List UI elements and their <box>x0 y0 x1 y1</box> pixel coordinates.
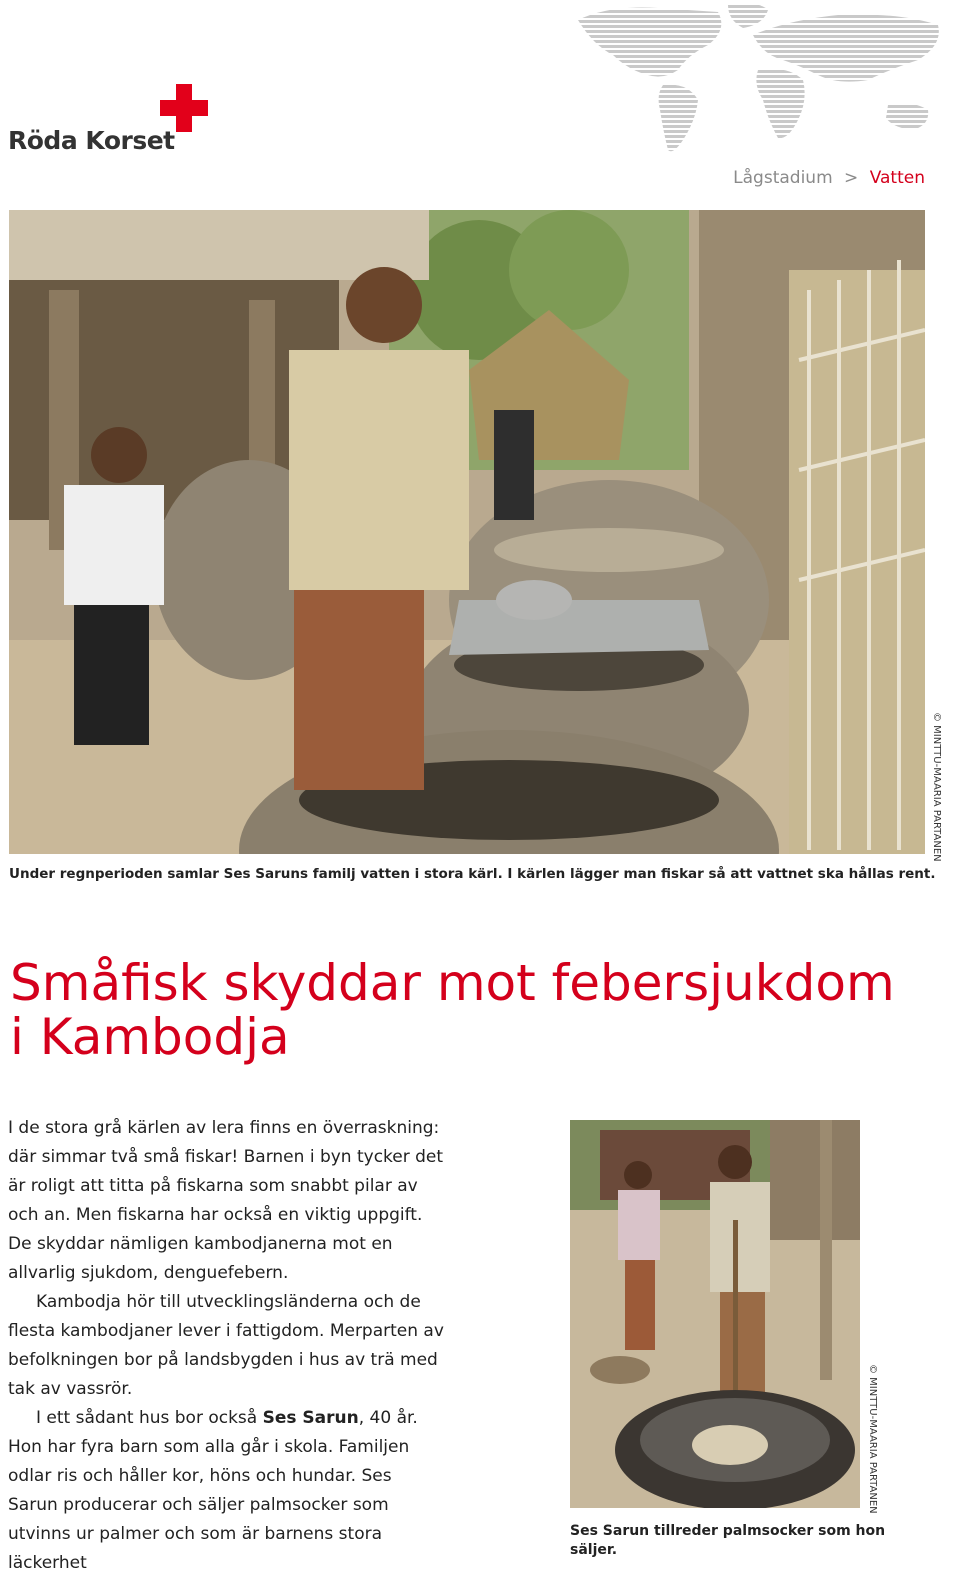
paragraph-3-rest: , 40 år. Hon har fyra barn som alla går i skola. Familjen odlar ris och håller kor, höns och hundar. Ses Sarun producerar och säljer palmsocker som utvinns ur palmer och som är barnens stora läckerhet <box>8 1408 418 1573</box>
world-map-graphic <box>568 0 948 160</box>
breadcrumb-current: Vatten <box>869 168 925 188</box>
article-title: Småfisk skyddar mot febersjukdom i Kambodja <box>10 954 895 1066</box>
article-paragraph-2: Kambodja hör till utvecklingsländerna och de flesta kambodjaner lever i fattigdom. Merparten av befolkningen bor på landsbygden i hus av trä med tak av vassrör. <box>8 1292 444 1399</box>
person-name: Ses Sarun <box>262 1408 359 1428</box>
breadcrumb-parent[interactable]: Lågstadium <box>733 168 833 188</box>
roda-korset-logo[interactable] <box>8 84 208 164</box>
paragraph-3-intro: I ett sådant hus bor också <box>36 1408 263 1428</box>
main-photo-credit <box>930 712 944 862</box>
main-photo-caption: Under regnperioden samlar Ses Saruns familj vatten i stora kärl. I kärlen lägger man fiskar så att vattnet ska hållas rent. <box>9 866 936 882</box>
article-paragraph-1: I de stora grå kärlen av lera finns en överraskning: där simmar två små fiskar! Barnen i byn tycker det är roligt att titta på fiskarna som snabbt pilar av och an. Men fiskarna har också en viktig uppgift. De skyddar nämligen kambodjanerna mot en allvarlig sjukdom, denguefebern. <box>8 1118 444 1283</box>
small-photo-credit <box>866 1364 880 1514</box>
article-body <box>8 1114 444 1578</box>
main-photo <box>9 210 925 854</box>
small-photo <box>570 1120 860 1508</box>
breadcrumb-separator-icon: > <box>844 168 859 188</box>
article-paragraph-3 <box>8 1404 444 1578</box>
small-photo-credit-text: © MINTTU-MAARIA PARTANEN <box>867 1364 878 1514</box>
red-cross-icon <box>160 84 208 132</box>
logo-text: Röda Korset <box>8 126 175 155</box>
main-photo-credit-text: © MINTTU-MAARIA PARTANEN <box>931 712 942 862</box>
breadcrumb <box>733 168 925 188</box>
small-photo-caption: Ses Sarun tillreder palmsocker som hon säljer. <box>570 1523 886 1558</box>
